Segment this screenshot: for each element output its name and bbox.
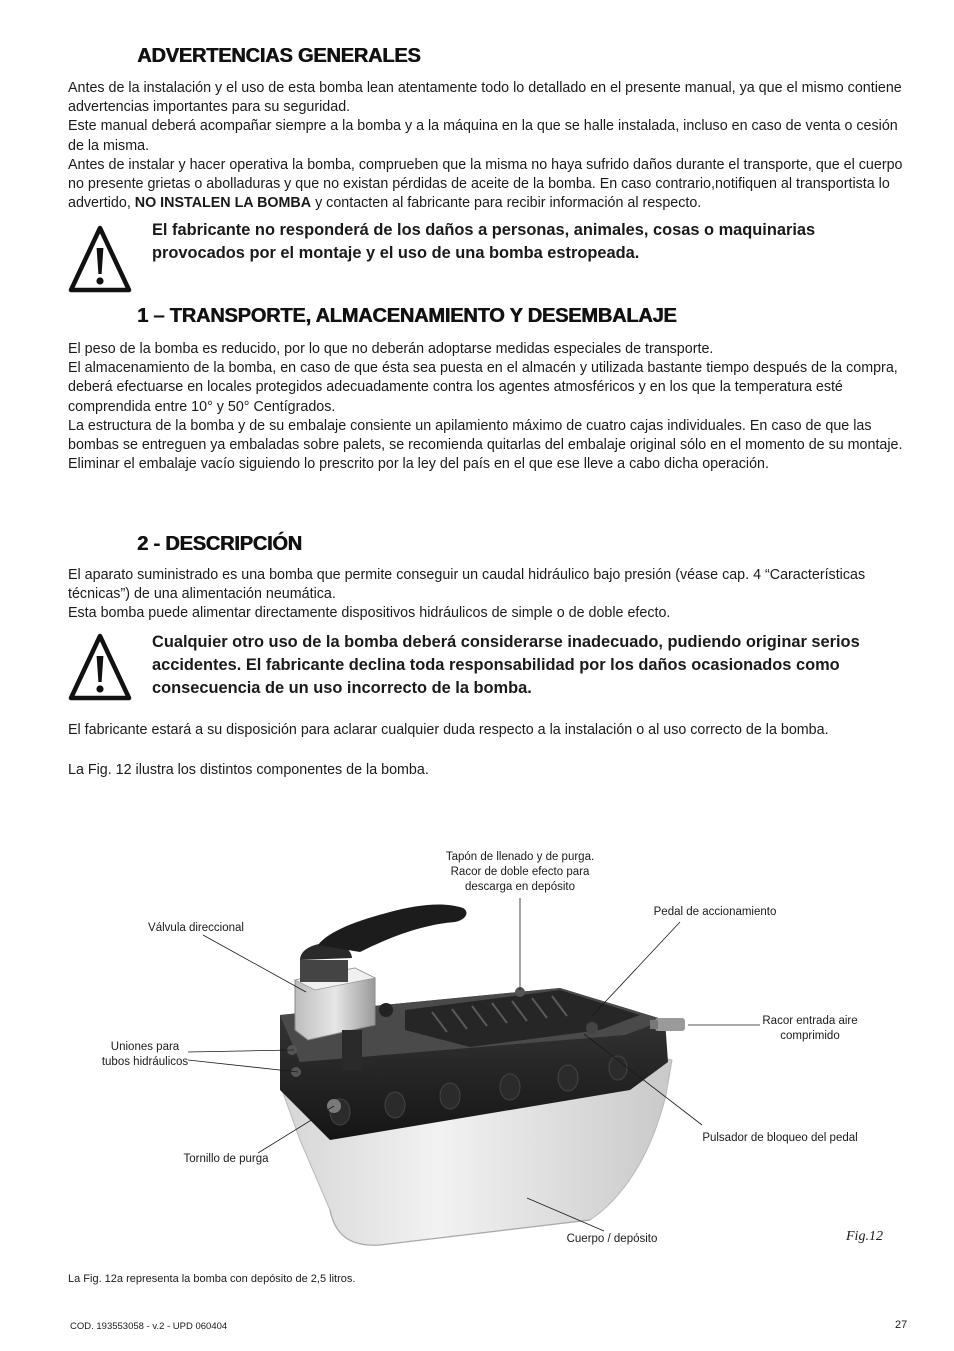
- section-title-transport: 1 – TRANSPORTE, ALMACENAMIENTO Y DESEMBALAJE: [137, 305, 677, 327]
- warning-triangle-icon: [68, 632, 132, 702]
- figure-note: La Fig. 12a representa la bomba con depósito de 2,5 litros.: [68, 1273, 356, 1285]
- label-tapon: [420, 850, 620, 895]
- section-title-description: 2 - DESCRIPCIÓN: [137, 533, 302, 555]
- label-uniones: [80, 1040, 210, 1070]
- description-body: [68, 566, 910, 624]
- general-paragraph-3-text: Antes de instalar y hacer operativa la bomba, comprueben que la misma no haya sufrido daños durante el transporte, que el cuerpo no presente grietas o abolladuras y que no existan pérdidas de aceite de la bomba. En caso contrario,notifiquen al transportista lo advertido,: [68, 156, 903, 212]
- transport-paragraph-4: Eliminar el embalaje vacío siguiendo lo prescrito por la ley del país en el que ese lleve a cabo dicha operación.: [68, 456, 769, 473]
- footer-code: COD. 193553058 - v.2 - UPD 060404: [70, 1321, 228, 1332]
- label-pedal: Pedal de accionamiento: [653, 906, 777, 918]
- label-tapon-line-2: Racor de doble efecto para: [450, 866, 590, 878]
- transport-body: [68, 340, 910, 474]
- general-paragraph-1: Antes de la instalación y el uso de esta bomba lean atentamente todo lo detallado en el presente manual, ya que el mismo contiene advertencias importantes para su seguridad.: [68, 80, 902, 116]
- label-tornillo: Tornillo de purga: [183, 1153, 269, 1165]
- general-paragraph-2: Este manual deberá acompañar siempre a la bomba y a la máquina en la que se halle instalada, incluso en caso de venta o cesión de la misma.: [68, 118, 898, 154]
- description-paragraph-1: El aparato suministrado es una bomba que permite conseguir un caudal hidráulico bajo presión (véase cap. 4 “Características técnicas”) de una alimentación neumática.: [68, 567, 866, 603]
- label-cuerpo: Cuerpo / depósito: [566, 1233, 658, 1245]
- general-paragraph-3-emphasis: NO INSTALEN LA BOMBA: [134, 195, 312, 212]
- section-title-general: ADVERTENCIAS GENERALES: [137, 45, 421, 67]
- page-number: 27: [895, 1319, 908, 1331]
- label-tapon-line-3: descarga en depósito: [465, 881, 575, 893]
- description-paragraph-2: Esta bomba puede alimentar directamente dispositivos hidráulicos de simple o de doble efecto.: [68, 605, 671, 622]
- warning-triangle-icon: [68, 224, 132, 294]
- transport-paragraph-2: El almacenamiento de la bomba, en caso de que ésta sea puesta en el almacén y utilizada bastante tiempo después de la compra, deberá efectuarse en locales protegidos adecuadamente contra los agentes atmosféricos y en los que la temperatura esté comprendida entre 10° y 50° Centígrados.: [68, 360, 898, 415]
- transport-paragraph-1: El peso de la bomba es reducido, por lo que no deberán adoptarse medidas especiales de transporte.: [68, 341, 714, 357]
- label-uniones-line-2: tubos hidráulicos: [101, 1056, 189, 1068]
- label-uniones-line-1: Uniones para: [110, 1041, 180, 1053]
- figure-caption: Fig.12: [846, 1229, 883, 1244]
- general-warning: El fabricante no responderá de los daños a personas, animales, cosas o maquinarias provocados por el montaje y el uso de una bomba estropeada.: [152, 221, 816, 262]
- description-paragraph-3: El fabricante estará a su disposición para aclarar cualquier duda respecto a la instalación o al uso correcto de la bomba.: [68, 722, 829, 738]
- general-body: [68, 79, 910, 213]
- label-tapon-line-1: Tapón de llenado y de purga.: [445, 851, 595, 863]
- label-racor-line-1: Racor entrada aire: [762, 1015, 858, 1027]
- label-valvula: Válvula direccional: [148, 922, 244, 934]
- description-paragraph-4: La Fig. 12 ilustra los distintos componentes de la bomba.: [68, 762, 429, 778]
- general-paragraph-3-end: y contacten al fabricante para recibir información al respecto.: [311, 195, 702, 212]
- label-racor: [745, 1014, 875, 1044]
- description-warning: Cualquier otro uso de la bomba deberá considerarse inadecuado, pudiendo originar serios accidentes. El fabricante declina toda responsabilidad por los daños ocasionados como consecuencia de un uso incorrecto de la bomba.: [152, 633, 860, 697]
- transport-paragraph-3: La estructura de la bomba y de su embalaje consiente un apilamiento máximo de cuatro cajas individuales. En caso de que las bombas se entreguen ya embaladas sobre palets, se recomienda quitarlas del embalaje original sólo en el momento de su montaje.: [68, 417, 903, 454]
- general-paragraph-3: [68, 156, 910, 214]
- label-pulsador: Pulsador de bloqueo del pedal: [702, 1132, 858, 1144]
- label-racor-line-2: comprimido: [780, 1030, 840, 1042]
